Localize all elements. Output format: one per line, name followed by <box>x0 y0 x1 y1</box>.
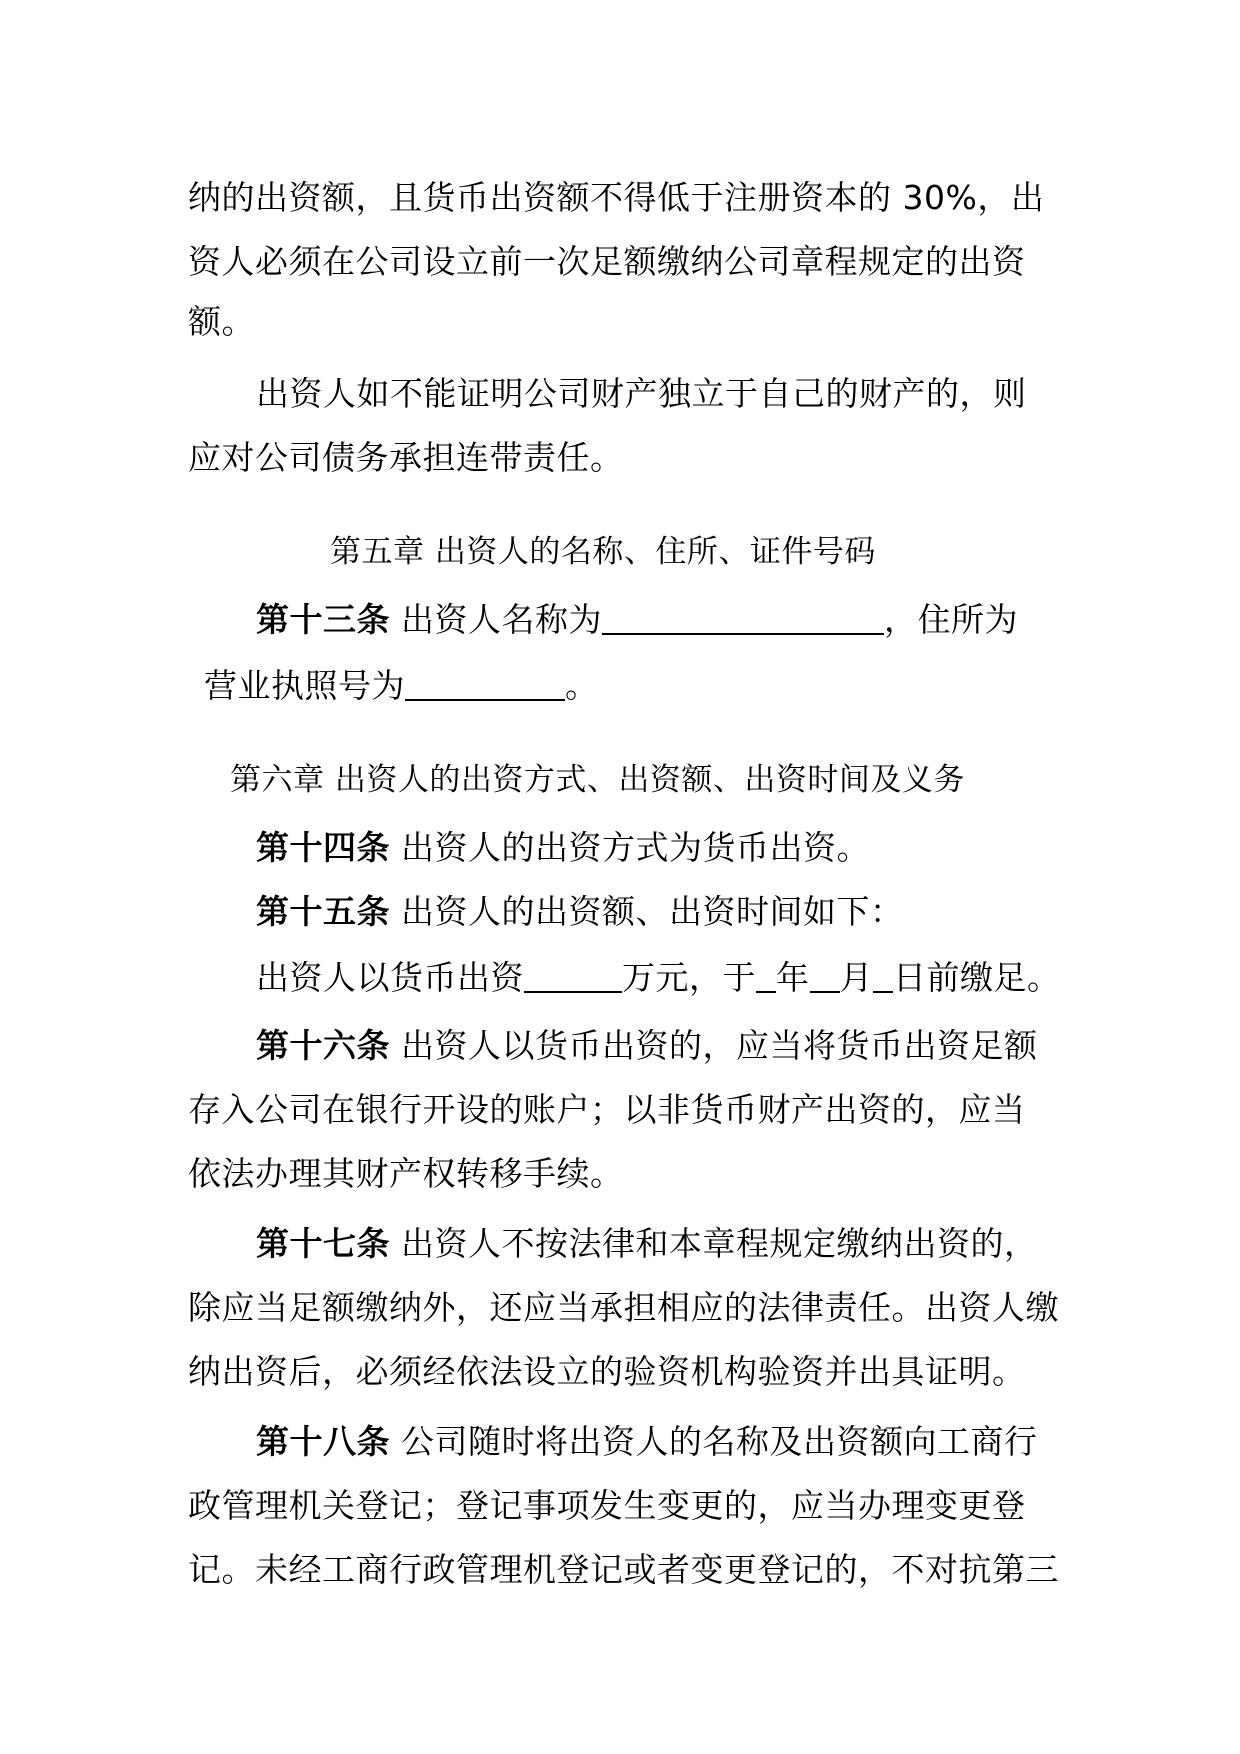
article-13-text1: 出资人名称为 <box>390 600 602 639</box>
month-blank <box>810 961 840 993</box>
day-blank <box>873 961 893 993</box>
article-16-line3: 依法办理其财产权转移手续。 <box>188 1154 624 1193</box>
para1-line3: 额。 <box>188 302 255 341</box>
article-18-line2: 政管理机关登记；登记事项发生变更的，应当办理变更登 <box>188 1486 1026 1525</box>
article-14 <box>256 826 870 870</box>
name-blank <box>602 603 884 635</box>
year-label: 年 <box>776 958 810 997</box>
article-18-line3: 记。未经工商行政管理机登记或者变更登记的，不对抗第三 <box>188 1550 1059 1589</box>
amount-blank <box>524 961 622 993</box>
article-16-line2: 存入公司在银行开设的账户；以非货币财产出资的，应当 <box>188 1090 1026 1129</box>
article-15-label: 第十五条 <box>256 892 390 931</box>
para2-line2: 应对公司债务承担连带责任。 <box>188 438 624 477</box>
article-14-text: 出资人的出资方式为货币出资。 <box>390 828 870 867</box>
para1-line1: 纳的出资额，且货币出资额不得低于注册资本的 30%，出 <box>188 178 1045 217</box>
article-17-line3: 纳出资后，必须经依法设立的验资机构验资并出具证明。 <box>188 1352 1026 1391</box>
article-17-label: 第十七条 <box>256 1224 390 1263</box>
article-14-label: 第十四条 <box>256 828 390 867</box>
article-15-line1 <box>256 890 904 934</box>
license-prefix: 营业执照号为 <box>204 666 405 705</box>
capital-unit: 万元，于 <box>622 958 756 997</box>
year-blank <box>756 961 776 993</box>
chapter-6-heading: 第六章 出资人的出资方式、出资额、出资时间及义务 <box>230 762 965 798</box>
chapter-5-heading: 第五章 出资人的名称、住所、证件号码 <box>330 534 876 570</box>
license-blank <box>405 669 565 701</box>
article-15-line2 <box>256 956 1061 1000</box>
article-16-label: 第十六条 <box>256 1026 390 1065</box>
article-13-label: 第十三条 <box>256 600 390 639</box>
day-label: 日前缴足。 <box>893 958 1061 997</box>
article-17-text: 出资人不按法律和本章程规定缴纳出资的， <box>390 1224 1038 1263</box>
article-18-text: 公司随时将出资人的名称及出资额向工商行 <box>390 1422 1038 1461</box>
article-16-line1 <box>256 1024 1038 1068</box>
article-13-line2 <box>204 664 599 708</box>
article-17-line1 <box>256 1222 1038 1266</box>
license-suffix: 。 <box>565 666 599 705</box>
article-13-line1 <box>256 598 1018 642</box>
article-17-line2: 除应当足额缴纳外，还应当承担相应的法律责任。出资人缴 <box>188 1288 1059 1327</box>
para1-line2: 资人必须在公司设立前一次足额缴纳公司章程规定的出资 <box>188 242 1026 281</box>
capital-prefix: 出资人以货币出资 <box>256 958 524 997</box>
month-label: 月 <box>839 958 873 997</box>
article-13-text2: ，住所为 <box>884 600 1018 639</box>
article-18-line1 <box>256 1420 1038 1464</box>
para2-line1: 出资人如不能证明公司财产独立于自己的财产的，则 <box>256 374 1027 413</box>
article-16-text: 出资人以货币出资的，应当将货币出资足额 <box>390 1026 1038 1065</box>
article-15-text: 出资人的出资额、出资时间如下： <box>390 892 904 931</box>
article-18-label: 第十八条 <box>256 1422 390 1461</box>
